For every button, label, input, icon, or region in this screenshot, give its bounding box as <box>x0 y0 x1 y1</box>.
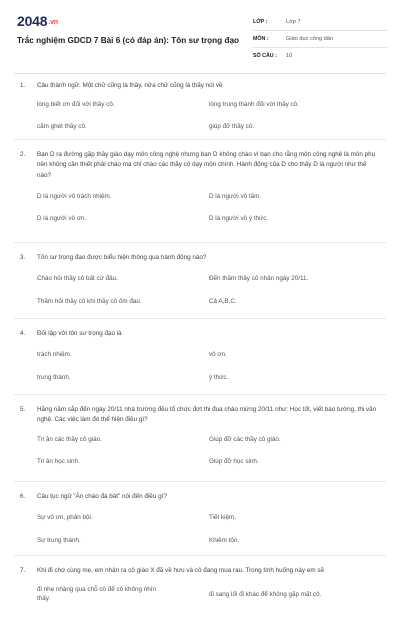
header-divider <box>14 73 386 74</box>
question-text: Câu tục ngữ "Ăn cháo đá bát" nói đến điều gì? <box>37 493 167 500</box>
option-a[interactable]: trách nhiệm. <box>37 351 72 359</box>
meta-value: Lớp 7 <box>286 19 301 25</box>
option-c[interactable]: Sự trung thành. <box>37 536 81 544</box>
meta-value: 10 <box>286 53 293 59</box>
option-b[interactable]: vô ơn. <box>209 351 227 359</box>
question-1 <box>14 77 386 140</box>
question-row <box>14 405 386 426</box>
meta-value: Giáo dục công dân <box>286 36 333 42</box>
option-grid <box>37 275 386 306</box>
option-grid <box>37 101 386 131</box>
option-b[interactable]: Tiết kiệm. <box>209 514 237 522</box>
option-d[interactable]: D là người vô ý thức. <box>209 215 269 223</box>
question-number: 1. <box>20 82 26 89</box>
question-number: 3. <box>20 254 26 261</box>
question-2 <box>14 140 386 243</box>
question-text: Bạn D ra đường gặp thầy giáo dạy môn công nghệ nhưng bạn D không chào vì bạn cho rằng môn công nghệ là môn phụ nên không cần thiết phải chào mà chỉ chào các thầy cô dạy môn chính. Hành động của D cho thấy D là người như thế nào? <box>37 151 376 179</box>
site-logo[interactable] <box>17 13 58 29</box>
question-text: Khi đi chợ cùng mẹ, em nhận ra cô giáo X đã về hưu và cô đang mua rau. Trong tình huống này em sẽ <box>37 567 324 574</box>
meta-row-grade <box>253 14 388 31</box>
question-5 <box>14 395 386 482</box>
option-b[interactable]: Giúp đỡ các thầy cô giáo. <box>209 435 281 443</box>
option-c[interactable]: Thăm hỏi thầy cô khi thầy cô ốm đau. <box>37 297 142 305</box>
logo-text: 2048 <box>17 13 48 29</box>
logo-domain: .vn <box>48 19 58 26</box>
worksheet-meta <box>253 14 388 64</box>
option-grid <box>37 586 386 603</box>
option-d[interactable]: Cả A,B,C. <box>209 297 237 305</box>
option-c[interactable]: trung thành. <box>37 373 71 381</box>
option-b[interactable]: đi sang lối đi khác để không gặp mặt cô. <box>209 590 322 598</box>
option-c[interactable]: Tri ân học sinh. <box>37 458 80 466</box>
question-text: Hằng năm sắp đến ngày 20/11 nhà trường đều tổ chức đợt thi đua chào mừng 20/11 như: Học tốt, viết báo tường, thi văn nghệ. Các việc làm đó thể hiện điều gì? <box>37 406 377 424</box>
option-d[interactable]: ý thức. <box>209 373 229 381</box>
question-text: Câu thành ngữ: Một chữ cũng là thầy, nửa chữ cũng là thầy nói về <box>37 82 223 89</box>
option-b[interactable]: D là người vô tâm. <box>209 192 262 200</box>
worksheet-title: Trắc nghiệm GDCD 7 Bài 6 (có đáp án): Tôn sư trọng đạo <box>17 36 240 45</box>
question-3 <box>14 243 386 319</box>
option-grid <box>37 436 386 467</box>
option-c[interactable]: D là người vô ơn. <box>37 215 87 223</box>
question-text: Tôn sư trọng đạo được biểu hiện thông qua hành động nào? <box>37 254 207 261</box>
option-d[interactable]: Giúp đỡ học sinh. <box>209 458 259 466</box>
question-row <box>14 81 386 91</box>
question-number: 7. <box>20 567 26 574</box>
option-grid <box>37 351 386 382</box>
question-number: 5. <box>20 406 26 413</box>
option-d[interactable]: Khiêm tốn. <box>209 536 240 544</box>
option-a[interactable]: Chào hỏi thầy cô bất cứ đâu. <box>37 275 118 283</box>
question-4 <box>14 319 386 395</box>
question-row <box>14 329 386 339</box>
option-b[interactable]: Đến thăm thầy cô nhân ngày 20/11. <box>209 275 309 283</box>
meta-label: LỚP : <box>253 19 268 25</box>
question-row <box>14 566 386 576</box>
option-grid <box>37 514 386 545</box>
option-a[interactable]: lòng biết ơn đối với thầy cô. <box>37 101 115 109</box>
question-7 <box>14 556 386 626</box>
question-row <box>14 492 386 502</box>
question-number: 4. <box>20 330 26 337</box>
option-a[interactable]: D là người vô trách nhiệm. <box>37 192 112 200</box>
meta-row-subject <box>253 31 388 48</box>
question-number: 2. <box>20 151 26 158</box>
meta-label: SỐ CÂU : <box>253 53 277 59</box>
option-d[interactable]: giúp đỡ thầy cô. <box>209 122 255 130</box>
question-row <box>14 253 386 263</box>
option-b[interactable]: lòng trung thành đối với thầy cô. <box>209 101 299 109</box>
question-row <box>14 150 386 181</box>
question-6 <box>14 482 386 556</box>
option-grid <box>37 193 386 224</box>
question-list <box>0 77 400 626</box>
question-text: Đối lập với tôn sư trọng đạo là <box>37 330 122 337</box>
option-c[interactable]: căm ghét thầy cô. <box>37 122 87 130</box>
meta-label: MÔN : <box>253 36 269 42</box>
meta-row-count <box>253 48 388 64</box>
option-a[interactable]: Sự vô ơn, phản bội. <box>37 514 93 522</box>
option-a[interactable]: đi nhẹ nhàng qua chỗ cô để cô không nhìn thấy. <box>37 586 157 602</box>
option-a[interactable]: Tri ân các thầy cô giáo. <box>37 435 102 443</box>
question-number: 6. <box>20 493 26 500</box>
worksheet-header <box>0 0 400 74</box>
